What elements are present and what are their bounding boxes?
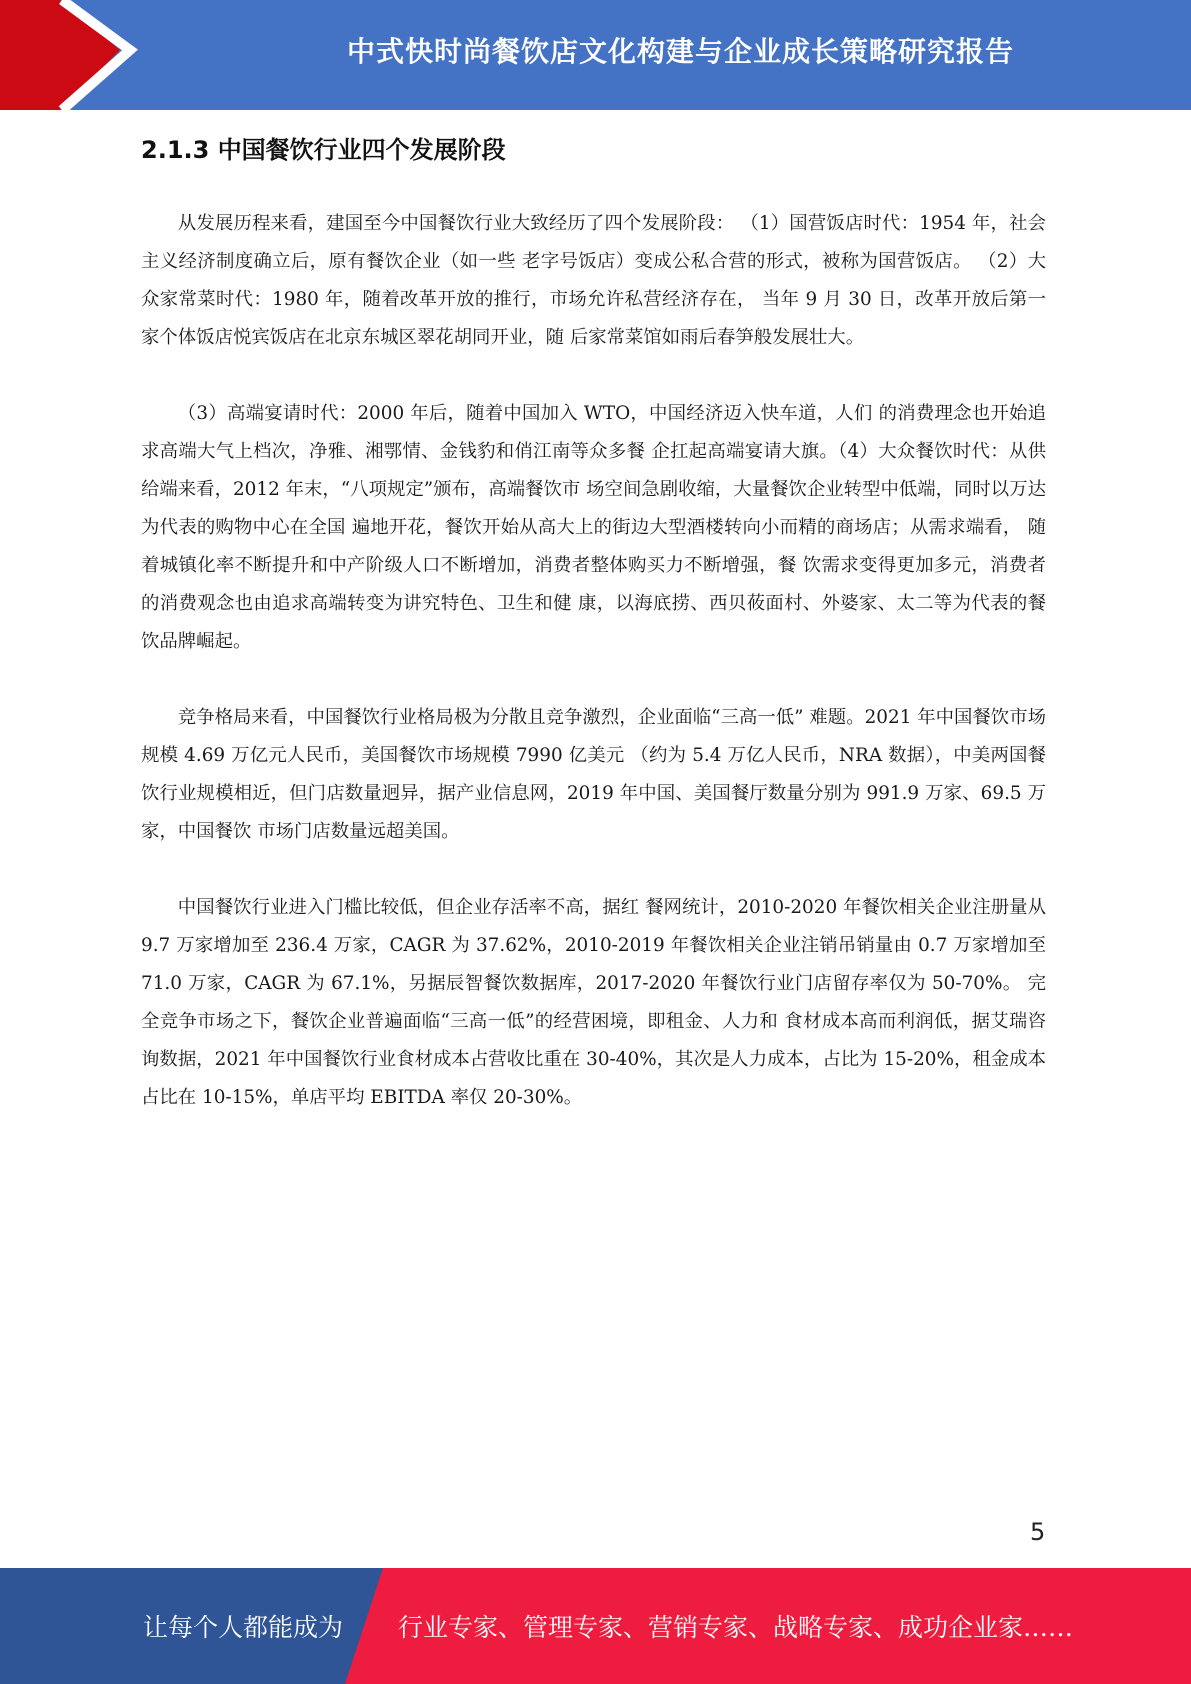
page-footer xyxy=(0,1568,1191,1684)
page-header xyxy=(0,0,1191,110)
body-text xyxy=(141,205,1046,1117)
section-heading: 2.1.3 中国餐饮行业四个发展阶段 xyxy=(141,136,506,164)
footer-slogan-left: 让每个人都能成为 xyxy=(143,1613,344,1642)
paragraph: （3）高端宴请时代：2000 年后，随着中国加入 WTO，中国经济迈入快车道，人们 的消费理念也开始追求高端大气上档次，净雅、湘鄂情、金钱豹和俏江南等众多餐 企扛起高端宴请大旗。（4）大众餐饮时代：从供给端来看，2012 年末，“八项规定”颁布，高端餐饮市 场空间急剧收缩，大量餐饮企业转型中低端，同时以万达为代表的购物中心在全国 遍地开花，餐饮开始从高大上的街边大型酒楼转向小而精的商场店；从需求端看， 随着城镇化率不断提升和中产阶级人口不断增加，消费者整体购买力不断增强，餐 饮需求变得更加多元，消费者的消费观念也由追求高端转变为讲究特色、卫生和健 康，以海底捞、西贝莜面村、外婆家、太二等为代表的餐饮品牌崛起。 xyxy=(141,403,1046,652)
paragraph: 竞争格局来看，中国餐饮行业格局极为分散且竞争激烈，企业面临“三高一低” 难题。2021 年中国餐饮市场规模 4.69 万亿元人民币，美国餐饮市场规模 7990 亿美元 （约为 5.4 万亿人民币，NRA 数据），中美两国餐饮行业规模相近，但门店数量迥异，据产业信息网，2019 年中国、美国餐厅数量分别为 991.9 万家、69.5 万家，中国餐饮 市场门店数量远超美国。 xyxy=(141,707,1046,842)
report-title: 中式快时尚餐饮店文化构建与企业成长策略研究报告 xyxy=(346,35,1014,68)
paragraph: 中国餐饮行业进入门槛比较低，但企业存活率不高，据红 餐网统计，2010-2020 年餐饮相关企业注册量从 9.7 万家增加至 236.4 万家，CAGR 为 37.62%，2010-2019 年餐饮相关企业注销吊销量由 0.7 万家增加至 71.0 万家，CAGR 为 67.1%，另据辰智餐饮数据库，2017-2020 年餐饮行业门店留存率仅为 50-70%。 完全竞争市场之下，餐饮企业普遍面临“三高一低”的经营困境，即租金、人力和 食材成本高而利润低，据艾瑞咨询数据，2021 年中国餐饮行业食材成本占营收比重在 30-40%，其次是人力成本，占比为 15-20%，租金成本占比在 10-15%，单店平均 EBITDA 率仅 20-30%。 xyxy=(141,897,1046,1108)
footer-slogan-right: 行业专家、管理专家、营销专家、战略专家、成功企业家…… xyxy=(398,1613,1074,1642)
paragraph: 从发展历程来看，建国至今中国餐饮行业大致经历了四个发展阶段： （1）国营饭店时代：1954 年，社会主义经济制度确立后，原有餐饮企业（如一些 老字号饭店）变成公私合营的形式，被称为国营饭店。 （2）大众家常菜时代：1980 年，随着改革开放的推行，市场允许私营经济存在， 当年 9 月 30 日，改革开放后第一家个体饭店悦宾饭店在北京东城区翠花胡同开业，随 后家常菜馆如雨后春笋般发展壮大。 xyxy=(141,213,1046,348)
page-number: 5 xyxy=(1030,1518,1046,1546)
header-arrow-decoration xyxy=(0,0,160,110)
